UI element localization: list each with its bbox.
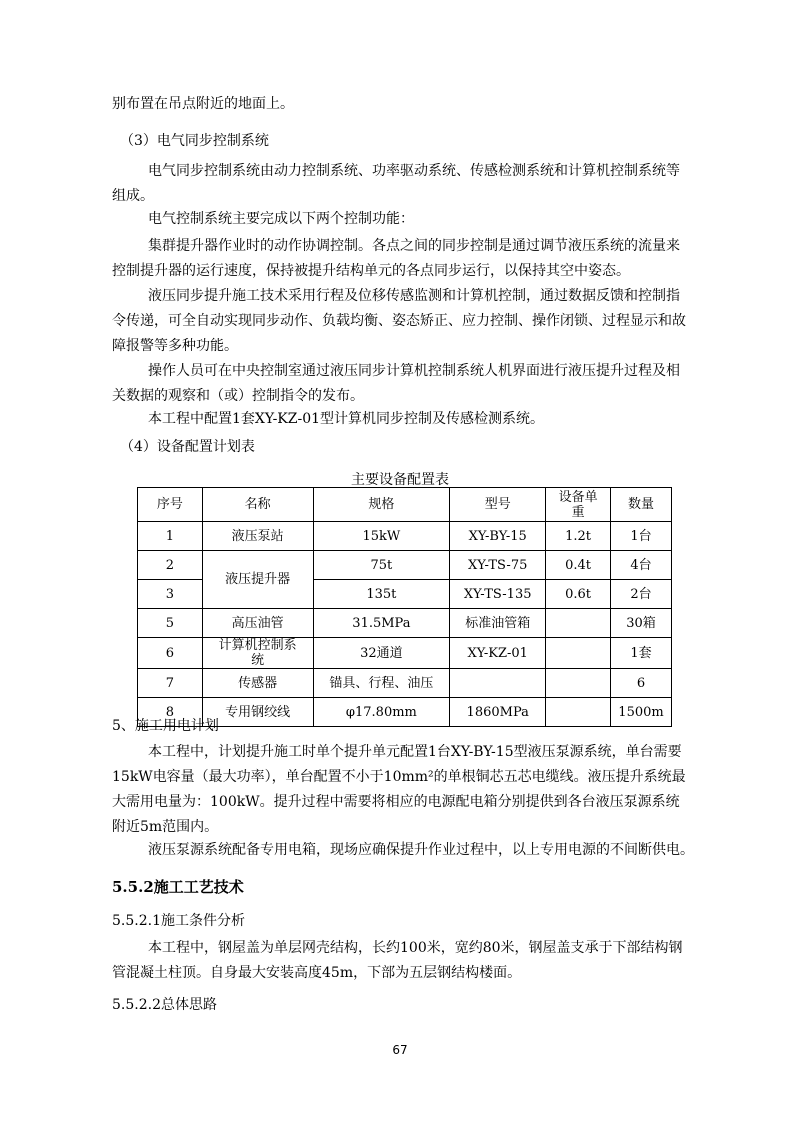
table-cell: 6 [138, 638, 203, 669]
table-cell: 1860MPa [450, 698, 546, 727]
table-cell: 8 [138, 698, 203, 727]
table-cell [546, 638, 611, 669]
table-row [138, 551, 672, 580]
table-cell: XY-TS-75 [450, 551, 546, 580]
table-cell [546, 669, 611, 698]
table-cell: 0.6t [546, 580, 611, 609]
paragraph: 液压同步提升施工技术采用行程及位移传感监测和计算机控制，通过数据反馈和控制指令传递，可全自动实现同步动作、负载均衡、姿态矫正、应力控制、操作闭锁、过程显示和故障报警等多种功能。 [112, 288, 686, 354]
table-cell: 3 [138, 580, 203, 609]
paragraph: 液压泵源系统配备专用电箱，现场应确保提升作业过程中，以上专用电源的不间断供电。 [148, 842, 694, 858]
table-cell: 4台 [611, 551, 672, 580]
table-cell: φ17.80mm [313, 698, 450, 727]
table-cell: 5 [138, 609, 203, 638]
table-cell: 1500m [611, 698, 672, 727]
equipment-table [137, 487, 672, 727]
table-cell: 专用钢绞线 [202, 698, 313, 727]
paragraph: 操作人员可在中央控制室通过液压同步计算机控制系统人机界面进行液压提升过程及相关数据的观察和（或）控制指令的发布。 [112, 363, 680, 404]
subsection-heading: （3）电气同步控制系统 [120, 133, 269, 149]
table-cell: 2台 [611, 580, 672, 609]
table-cell: XY-TS-135 [450, 580, 546, 609]
table-cell: 15kW [313, 522, 450, 551]
table-cell: 高压油管 [202, 609, 313, 638]
table-cell: 1 [138, 522, 203, 551]
table-cell: 液压泵站 [202, 522, 313, 551]
table-row [138, 669, 672, 698]
table-cell: XY-BY-15 [450, 522, 546, 551]
table-cell: 标准油管箱 [450, 609, 546, 638]
paragraph: 本工程中，钢屋盖为单层网壳结构，长约100米，宽约80米，钢屋盖支承于下部结构钢管混凝土柱顶。自身最大安装高度45m，下部为五层钢结构楼面。 [112, 940, 683, 981]
table-header-cell: 名称 [202, 488, 313, 522]
table-cell: 6 [611, 669, 672, 698]
table-header-row [138, 488, 672, 522]
table-cell: 1.2t [546, 522, 611, 551]
table-cell: 32通道 [313, 638, 450, 669]
table-row [138, 522, 672, 551]
table-cell: 1台 [611, 522, 672, 551]
paragraph: 本工程中，计划提升施工时单个提升单元配置1台XY-BY-15型液压泵源系统，单台需要15kW电容量（最大功率），单台配置不小于10mm²的单根铜芯五芯电缆线。液压提升系统最大需用电量为：100kW。提升过程中需要将相应的电源配电箱分别提供到各台液压泵源系统附近5m范围内。 [112, 744, 686, 835]
table-header-cell: 设备单重 [546, 488, 611, 522]
subsection-heading: 5.5.2.2总体思路 [112, 997, 217, 1013]
table-cell: XY-KZ-01 [450, 638, 546, 669]
table-cell: 0.4t [546, 551, 611, 580]
table-header-cell: 序号 [138, 488, 203, 522]
table-cell: 传感器 [202, 669, 313, 698]
paragraph: 别布置在吊点附近的地面上。 [112, 96, 294, 112]
table-cell: 1套 [611, 638, 672, 669]
subsection-heading: 5.5.2.1施工条件分析 [112, 913, 245, 929]
subsection-heading: （4）设备配置计划表 [120, 439, 255, 455]
table-cell: 30箱 [611, 609, 672, 638]
table-cell: 计算机控制系统 [202, 638, 313, 669]
table-cell: 2 [138, 551, 203, 580]
table-title: 主要设备配置表 [351, 472, 449, 488]
table-cell: 31.5MPa [313, 609, 450, 638]
table-cell [450, 669, 546, 698]
table-cell: 液压提升器 [202, 551, 313, 609]
paragraph: 本工程中配置1套XY-KZ-01型计算机同步控制及传感检测系统。 [148, 411, 545, 427]
paragraph: 集群提升器作业时的动作协调控制。各点之间的同步控制是通过调节液压系统的流量来控制提升器的运行速度，保持被提升结构单元的各点同步运行，以保持其空中姿态。 [112, 238, 680, 279]
table-cell: 锚具、行程、油压 [313, 669, 450, 698]
table-cell [546, 609, 611, 638]
page-number: 67 [392, 1043, 408, 1057]
table-row [138, 609, 672, 638]
paragraph: 电气控制系统主要完成以下两个控制功能： [148, 211, 414, 227]
table-cell: 7 [138, 669, 203, 698]
table-header-cell: 规格 [313, 488, 450, 522]
table-header-cell: 型号 [450, 488, 546, 522]
section-heading: 5.5.2施工工艺技术 [112, 878, 244, 896]
table-header-cell: 数量 [611, 488, 672, 522]
table-cell: 75t [313, 551, 450, 580]
table-row [138, 638, 672, 669]
table-cell: 135t [313, 580, 450, 609]
paragraph: 电气同步控制系统由动力控制系统、功率驱动系统、传感检测系统和计算机控制系统等组成。 [112, 163, 680, 204]
section-heading: 5、施工用电计划 [112, 718, 219, 734]
